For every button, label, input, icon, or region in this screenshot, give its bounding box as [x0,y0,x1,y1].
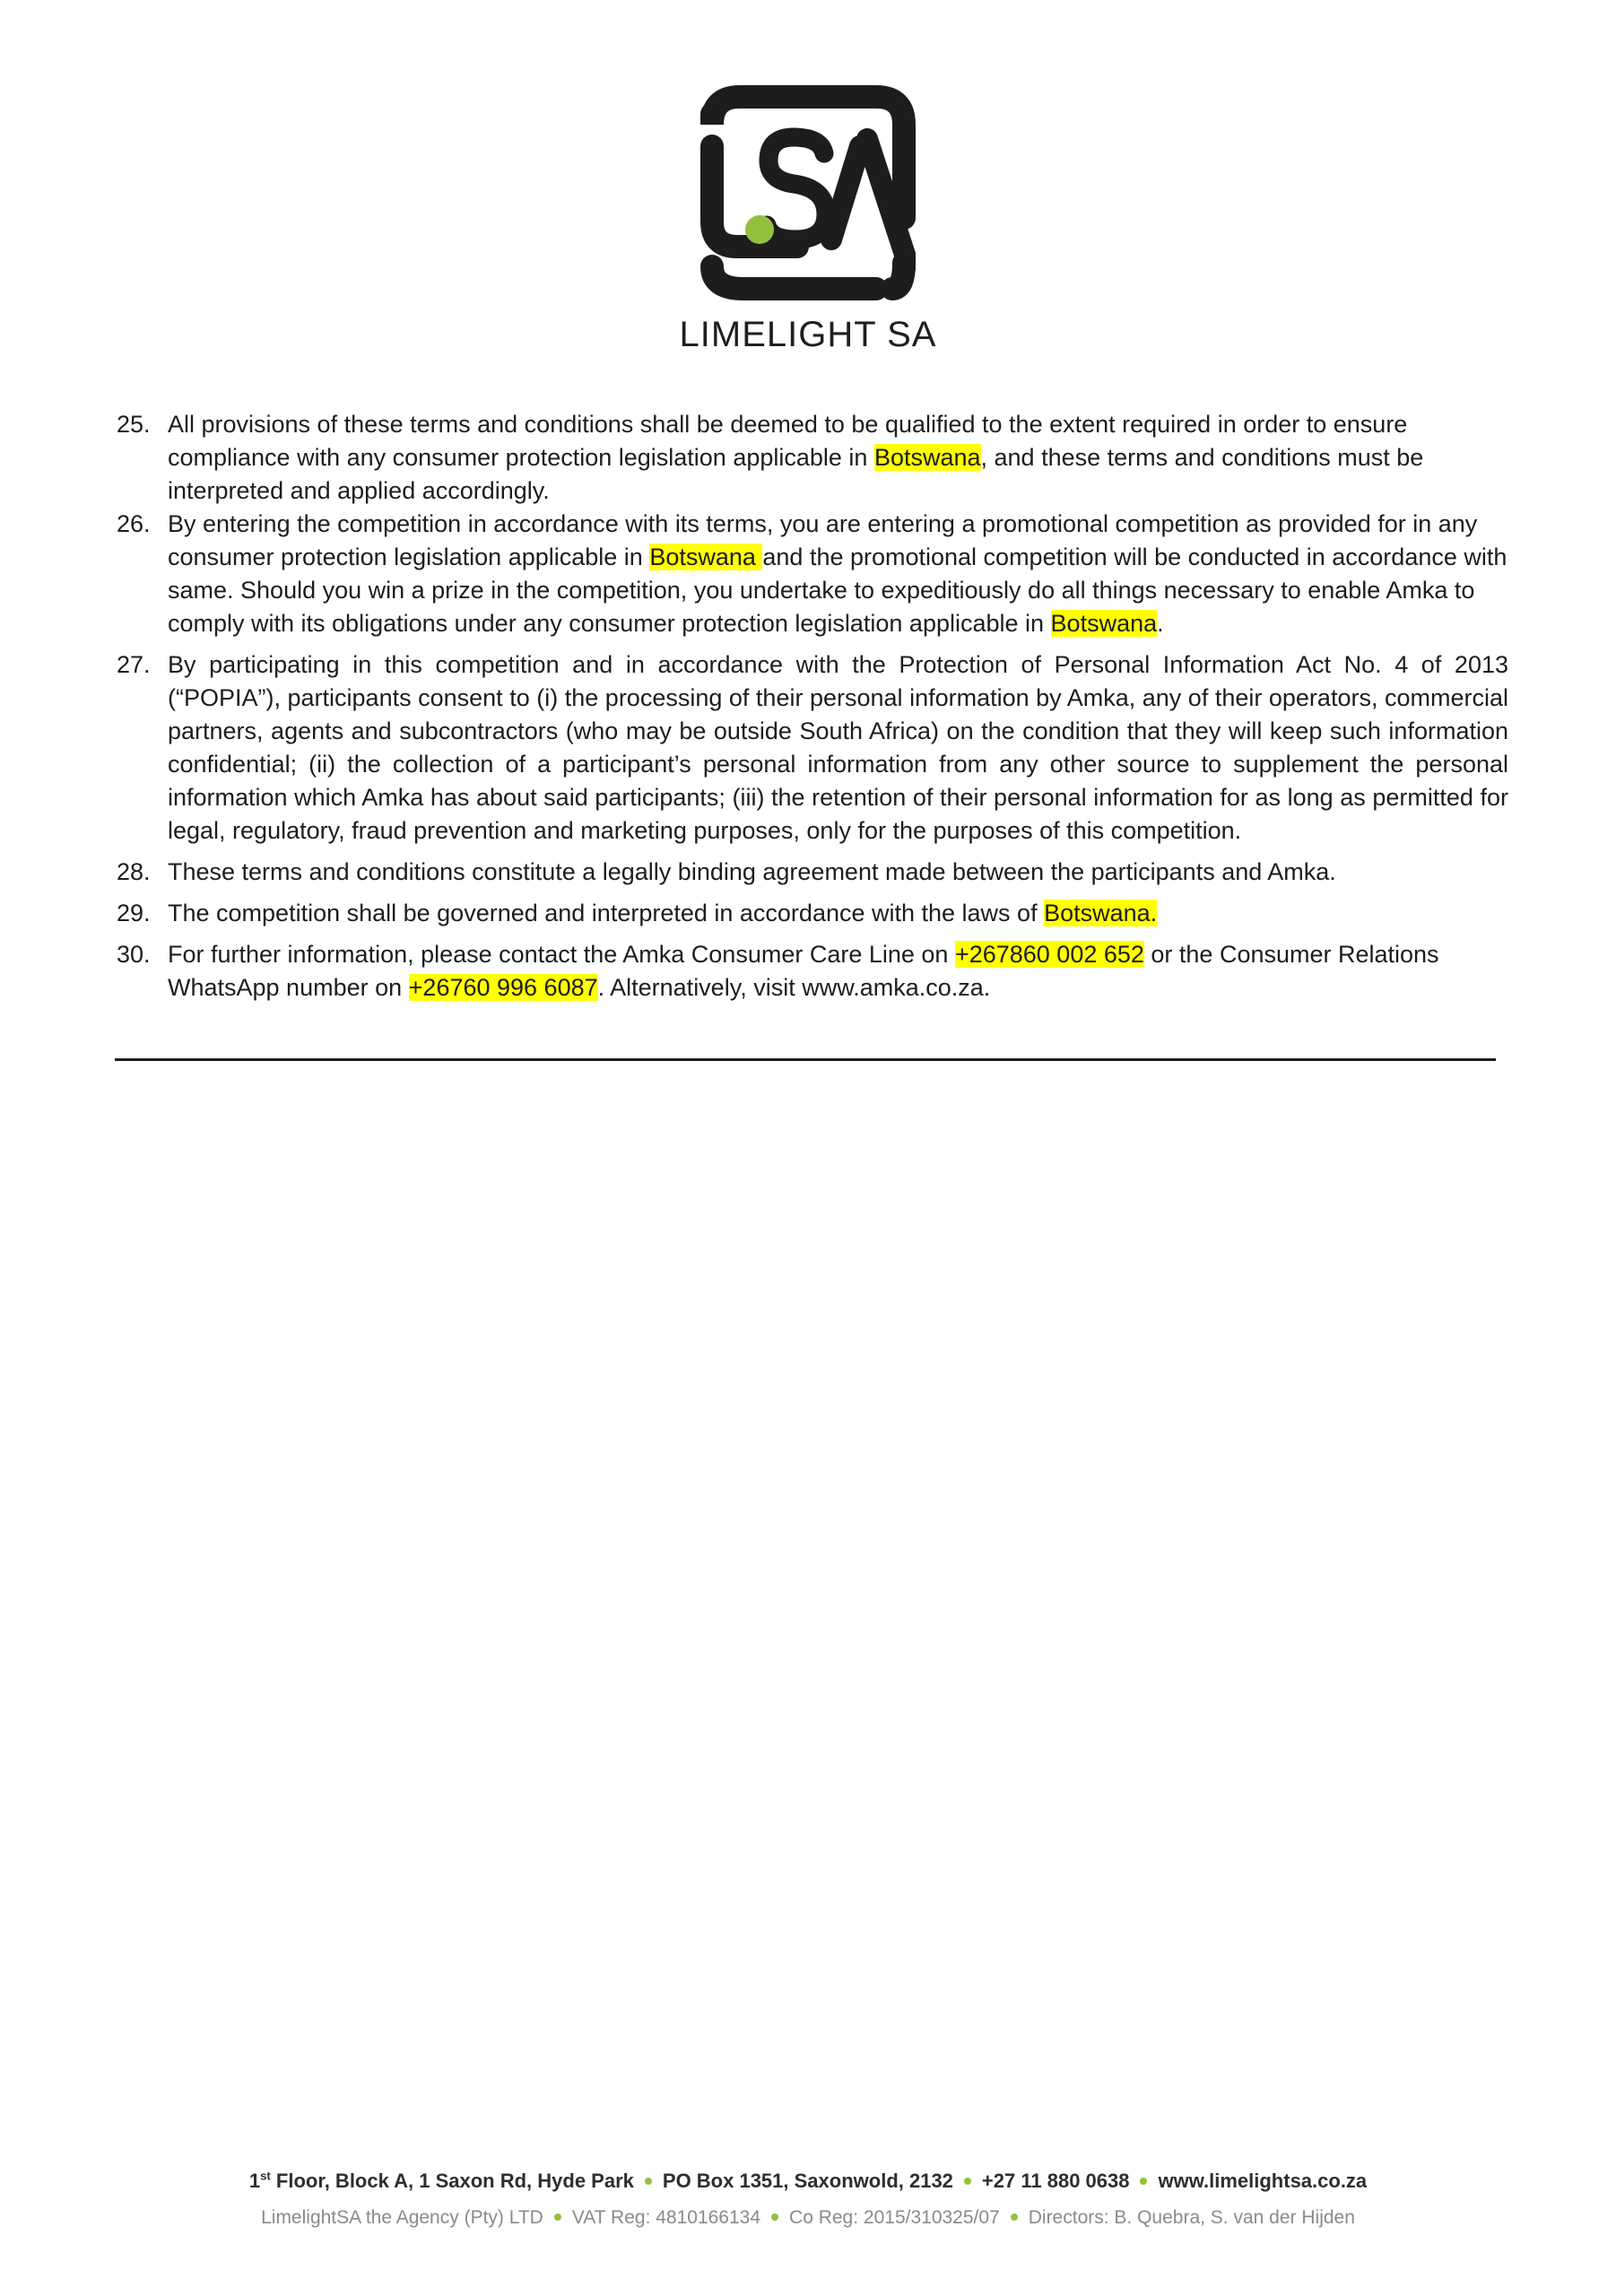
separator-dot-icon [771,2213,778,2221]
term-item-30 [117,938,1508,1004]
separator-dot-icon [554,2213,561,2221]
logo-letter-s [767,137,826,239]
term-number: 28. [117,858,151,885]
separator-dot-icon [964,2178,971,2185]
brand-name: LIMELIGHT SA [679,315,937,354]
term-number: 26. [117,510,151,537]
text-segment: www.limelightsa.co.za [1158,2170,1368,2192]
terms-list [117,408,1508,1004]
text-segment: LimelightSA the Agency (Pty) LTD [261,2207,543,2228]
term-text [168,648,1508,848]
term-text [168,856,1508,889]
text-segment: . [1157,610,1164,637]
logo-letter-a-left [831,146,860,239]
divider-rule [115,1058,1496,1061]
highlighted-text: Botswana. [1044,900,1158,926]
logo-border-bottom [712,266,876,289]
text-segment: VAT Reg: 4810166134 [571,2207,761,2228]
term-number: 30. [117,941,151,968]
text-segment: and the promotional competition will be conducted in accordance with same. Should you win a prize in the competition, you undertake to expeditiously do all things necessary to enable Amka to comply with its obligations under any consumer protection legislation applicable in [168,544,1507,637]
text-segment: Directors: B. Quebra, S. van der Hijden [1028,2207,1355,2228]
text-segment: These terms and conditions constitute a legally binding agreement made between the participants and Amka. [168,858,1336,885]
term-item-27 [117,648,1508,848]
footer [0,2170,1616,2229]
highlighted-text: Botswana [649,544,763,570]
text-segment: By entering the competition in accordance with its terms, you are entering a promotional competition as provided for in any consumer protection legislation applicable in [168,510,1478,570]
text-segment: 1 [248,2170,261,2192]
text-segment: All provisions of these terms and conditions shall be deemed to be qualified to the extent required in order to ensure compliance with any consumer protection legislation applicable in [168,411,1408,471]
separator-dot-icon [645,2178,652,2185]
term-number: 25. [117,411,151,438]
text-segment: By participating in this competition and in accordance with the Protection of Personal Information Act No. 4 of 2013 (“POPIA”), participants consent to (i) the processing of their personal information by Amka, any of their operators, commercial partners, agents and subcontractors (who may be outside South Africa) on the condition that they will keep such information confidential; (ii) the collection of a participant’s personal information from any other source to supplement the personal information which Amka has about said participants; (iii) the retention of their personal information for as long as permitted for legal, regulatory, fraud prevention and marketing purposes, only for the purposes of this competition. [168,651,1508,844]
term-item-28 [117,856,1508,889]
highlighted-text: Botswana [1050,610,1158,637]
term-text [168,897,1508,930]
footer-address-line [0,2170,1616,2193]
term-item-26 [117,508,1508,640]
text-segment: Co Reg: 2015/310325/07 [789,2207,1000,2228]
text-segment: +27 11 880 0638 [981,2170,1130,2192]
term-item-29 [117,897,1508,930]
term-number: 29. [117,900,151,926]
term-item-25 [117,408,1508,508]
term-number: 27. [117,651,151,678]
highlighted-text: +26760 996 6087 [408,974,598,1001]
text-segment: or the Consumer Relations WhatsApp number on [168,941,1439,1001]
footer-company-line [0,2206,1616,2229]
text-segment: , and these terms and conditions must be interpreted and applied accordingly. [168,444,1424,504]
term-text [168,408,1508,508]
lsa-logo-svg [700,85,916,300]
text-segment: . Alternatively, visit www.amka.co.za. [597,974,991,1001]
separator-dot-icon [1011,2213,1018,2221]
highlighted-text: +267860 002 652 [954,941,1144,968]
text-segment: st [260,2169,271,2183]
highlighted-text: Botswana [873,444,981,471]
term-text [168,508,1508,640]
logo-green-dot-icon [745,215,774,244]
text-segment: Floor, Block A, 1 Saxon Rd, Hyde Park [270,2170,634,2192]
text-segment: For further information, please contact the Amka Consumer Care Line on [168,941,955,968]
text-segment: PO Box 1351, Saxonwold, 2132 [662,2170,953,2192]
text-segment: The competition shall be governed and interpreted in accordance with the laws of [168,900,1045,926]
logo-block [0,85,1616,355]
separator-dot-icon [1140,2178,1147,2185]
term-text [168,938,1508,1004]
lsa-logo-icon [700,85,916,300]
